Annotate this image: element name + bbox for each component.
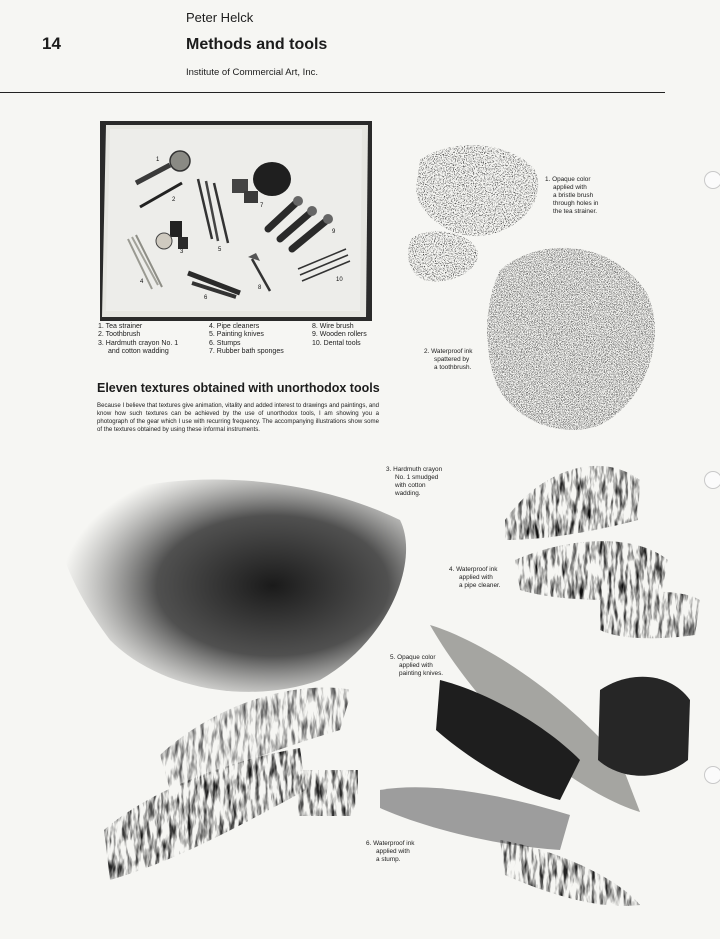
page-number: 14 xyxy=(42,34,61,53)
legend-item: 10. Dental tools xyxy=(312,339,361,347)
legend-item: 7. Rubber bath sponges xyxy=(209,348,284,356)
caption-crayon xyxy=(386,466,442,498)
caption-line: a stump. xyxy=(376,856,401,863)
caption-line: a pipe cleaner. xyxy=(459,582,501,589)
photo-label: 2 xyxy=(172,197,176,203)
caption-tea-strainer xyxy=(545,176,598,216)
photo-label: 4 xyxy=(140,279,144,285)
caption-line: 5. Opaque color xyxy=(390,654,436,661)
section-body-text: Because I believe that textures give animation, vitality and added interest to drawings and paintings, and know how such textures can be achieved by the use of unorthodox tools, I am showing you a photograph of the gear which I use with recurring frequency. The accompanying illustrations show some of the textures obtained by using these informal instruments. xyxy=(97,402,379,434)
caption-line: painting knives. xyxy=(399,670,444,677)
texture-painting-knives xyxy=(430,625,690,812)
caption-line: a toothbrush. xyxy=(434,364,472,371)
caption-line: wadding. xyxy=(395,490,421,497)
legend-item: 1. Tea strainer xyxy=(98,323,143,330)
legend-item: 2. Toothbrush xyxy=(98,331,141,339)
legend-item: 5. Painting knives xyxy=(209,331,264,339)
caption-line: through holes in xyxy=(553,200,599,207)
caption-line: 2. Waterproof ink xyxy=(424,348,473,355)
caption-line: 3. Hardmuth crayon xyxy=(386,466,443,473)
caption-line: 4. Waterproof ink xyxy=(449,566,498,573)
caption-line: applied with xyxy=(376,848,410,855)
page-subtitle: Institute of Commercial Art, Inc. xyxy=(186,67,318,78)
caption-pipe-cleaner xyxy=(449,566,501,590)
photo-label: 3 xyxy=(180,249,184,255)
caption-toothbrush xyxy=(424,348,472,372)
caption-painting-knives xyxy=(390,654,443,678)
legend-item: 3. Hardmuth crayon No. 1 xyxy=(98,339,179,347)
texture-pipe-cleaner xyxy=(505,466,700,638)
caption-line: applied with xyxy=(399,662,433,669)
texture-crayon-smudge xyxy=(55,479,406,691)
legend-item: 9. Wooden rollers xyxy=(312,331,367,339)
photo-label: 9 xyxy=(332,229,336,235)
photo-label: 5 xyxy=(218,247,222,253)
legend-item: 4. Pipe cleaners xyxy=(209,323,260,330)
caption-line: with cotton xyxy=(395,482,426,489)
caption-line: No. 1 smudged xyxy=(395,474,439,481)
caption-stump xyxy=(366,840,414,864)
caption-line: applied with xyxy=(553,184,587,191)
photo-label: 10 xyxy=(336,277,343,283)
caption-line: 6. Waterproof ink xyxy=(366,840,415,847)
photo-label: 7 xyxy=(260,203,264,209)
legend-item: and cotton wadding xyxy=(108,348,169,356)
photo-label: 1 xyxy=(156,157,160,163)
page-title: Methods and tools xyxy=(186,36,328,53)
caption-line: the tea strainer. xyxy=(553,208,598,215)
legend-item: 6. Stumps xyxy=(209,339,241,347)
caption-line: a bristle brush xyxy=(553,192,594,199)
caption-line: spattered by xyxy=(434,356,470,363)
caption-line: 1. Opaque color xyxy=(545,176,591,183)
caption-line: applied with xyxy=(459,574,493,581)
photo-label: 8 xyxy=(258,285,262,291)
legend-item: 8. Wire brush xyxy=(312,323,354,330)
section-heading: Eleven textures obtained with unorthodox tools xyxy=(97,381,380,395)
author-name: Peter Helck xyxy=(186,10,254,25)
texture-toothbrush xyxy=(487,248,655,430)
photo-label: 6 xyxy=(204,295,208,301)
